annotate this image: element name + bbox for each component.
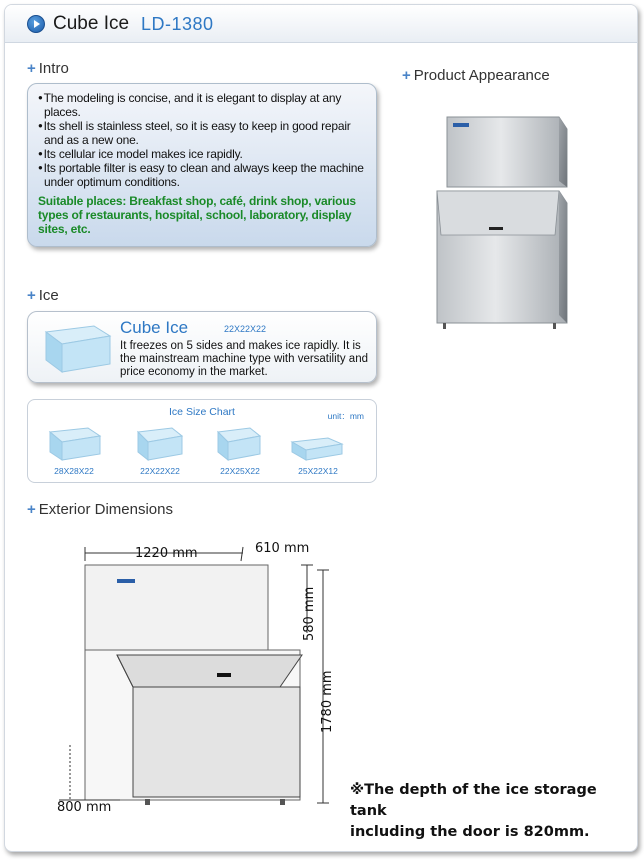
arrow-bullet-icon — [27, 15, 45, 33]
ice-cube-icon — [128, 426, 192, 462]
suitable-places: Suitable places: Breakfast shop, café, drink shop, various types of restaurants, hospital, school, laboratory, display sites, etc. — [38, 194, 356, 236]
ice-size-item — [42, 426, 106, 478]
ice-size-chart-title: Ice Size Chart — [169, 406, 235, 418]
ice-size-label: 25X22X12 — [298, 466, 338, 476]
ice-size-label: 22X22X22 — [140, 466, 180, 476]
cube-ice-size: 22X22X22 — [224, 324, 267, 334]
ice-size-label: 28X28X22 — [54, 466, 94, 476]
plus-icon: + — [27, 501, 36, 518]
ice-cube-icon — [42, 426, 106, 462]
ice-cube-icon — [40, 322, 114, 374]
width-dimension-label: 1220 mm — [135, 546, 198, 561]
ice-size-item — [208, 426, 272, 478]
ice-cube-icon — [208, 426, 272, 462]
ice-cube-icon — [286, 426, 350, 462]
product-photo — [433, 115, 573, 335]
depth-note — [350, 780, 637, 843]
intro-bullet: ● Its shell is stainless steel, so it is easy to keep in good repair and as a new one. — [38, 119, 368, 147]
ice-heading: + Ice — [27, 287, 59, 304]
height-total-dimension-label: 1780 mm — [320, 670, 335, 733]
ice-size-label: 22X25X22 — [220, 466, 260, 476]
intro-bullet: ● The modeling is concise, and it is elegant to display at any places. — [38, 91, 368, 119]
plus-icon: + — [402, 67, 411, 84]
header-bar — [5, 5, 637, 43]
dimension-drawing — [45, 535, 345, 815]
model-number: LD-1380 — [141, 14, 214, 34]
depth-bottom-dimension-label: 800 mm — [57, 800, 112, 815]
intro-bullet-list — [38, 91, 368, 189]
ice-size-item — [286, 426, 350, 478]
page-title: Cube Ice — [53, 13, 130, 34]
brand-logo — [453, 123, 469, 127]
appearance-heading: + Product Appearance — [402, 67, 550, 84]
ice-size-chart — [27, 399, 377, 483]
intro-box — [27, 83, 377, 247]
intro-bullet: ● Its cellular ice model makes ice rapidly. — [38, 147, 368, 161]
plus-icon: + — [27, 287, 36, 304]
depth-top-dimension-label: 610 mm — [255, 541, 310, 556]
cube-ice-description: It freezes on 5 sides and makes ice rapidly. It is the mainstream machine type with versatility and price economy in the market. — [120, 340, 368, 378]
dimensions-heading: + Exterior Dimensions — [27, 501, 173, 518]
intro-bullet: ● Its portable filter is easy to clean and always keep the machine under optimum conditions. — [38, 161, 368, 189]
plus-icon: + — [27, 60, 36, 77]
height-top-dimension-label: 580 mm — [302, 586, 317, 641]
page-frame — [4, 4, 638, 852]
ice-size-item — [128, 426, 192, 478]
depth-note-line: ※The depth of the ice storage tank — [350, 782, 597, 819]
depth-note-line: including the door is 820mm. — [350, 824, 590, 840]
intro-heading: + Intro — [27, 60, 69, 77]
ice-size-chart-unit: unit：mm — [327, 411, 364, 421]
brand-logo — [117, 579, 135, 583]
cube-ice-title: Cube Ice — [120, 318, 189, 337]
cube-ice-card — [27, 311, 377, 383]
